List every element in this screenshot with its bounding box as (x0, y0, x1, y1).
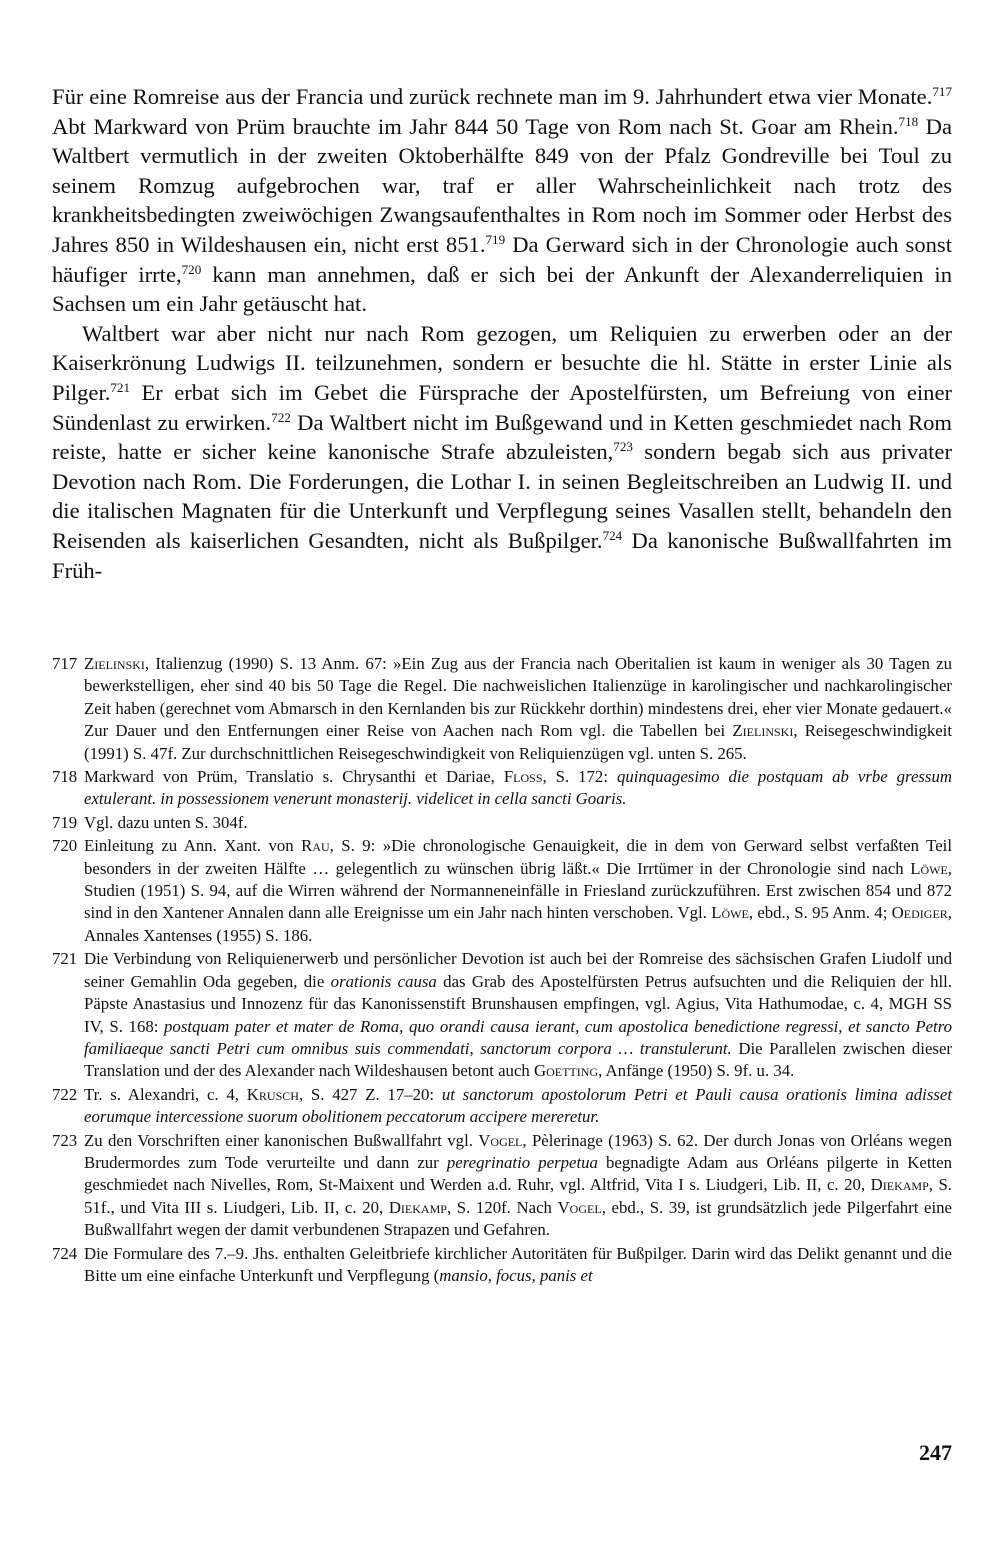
footnote-722 (52, 1084, 952, 1129)
footnote-718 (52, 766, 952, 811)
main-text (52, 82, 952, 585)
footnote-ref[interactable]: 720 (181, 261, 202, 277)
footnote-text: Die Verbindung von Reliquienerwerb und persönlicher Devotion ist auch bei der Romreise des sächsischen Grafen Liudolf und seiner Gemahlin Oda gegeben, die orationis causa das Grab des Apostelfürsten Petrus aufsuchten und die Reliquien der hll. Päpste Anastasius und Innozenz für das Kanonissenstift Brunshausen empfingen, vgl. Agius, Vita Hathumodae, c. 4, MGH SS IV, S. 168: postquam pater et mater de Roma, quo orandi causa ierant, cum apostolica benedictione regressi, et sancto Petro familiaeque sancti Petri cum omnibus suis commendati, sanctorum corpora … transtulerunt. Die Parallelen zwischen dieser Translation und der des Alexander nach Wildeshausen betont auch Goetting, Anfänge (1950) S. 9f. u. 34. (84, 949, 952, 1081)
footnote-721 (52, 948, 952, 1082)
paragraph-1: Für eine Romreise aus der Francia und zurück rechnete man im 9. Jahrhundert etwa vier Monate.$^{717}$ Abt Markward von Prüm brauchte im Jahr 844 50 Tage von Rom nach St. Goar am Rhein.$^{718}$ Da Waltbert vermutlich in der zweiten Oktoberhälfte 849 von der Pfalz Gondreville bei Toul zu seinem Romzug aufgebrochen war, traf er aller Wahrscheinlichkeit nach trotz des krankheitsbedingten zweiwöchigen Zwangsaufenthaltes in Rom noch im Sommer oder Herbst des Jahres 850 in Wildeshausen ein, nicht erst 851.$^{719}$ Da Gerward sich in der Chronologie auch sonst häufiger irrte,$^{720}$ kann man annehmen, daß er sich bei der Ankunft der Alexanderreliquien in Sachsen um ein Jahr getäuscht hat. (52, 83, 952, 317)
footnote-ref[interactable]: 717 (932, 83, 952, 99)
footnote-717 (52, 653, 952, 765)
footnote-text: Markward von Prüm, Translatio s. Chrysanthi et Dariae, Floss, S. 172: quinquagesimo die postquam ab vrbe gressum extulerant. in possessionem venerunt monasterij. videlicet in cella sancti Goaris. (84, 767, 952, 809)
footnote-number: 719 (52, 812, 78, 832)
paragraph-2: Waltbert war aber nicht nur nach Rom gezogen, um Reliquien zu erwerben oder an der Kaiserkrönung Ludwigs II. teilzunehmen, sondern er besuchte die hl. Stätte in erster Linie als Pilger.$^{721}$ Er erbat sich im Gebet die Fürsprache der Apostelfürsten, um Befreiung von einer Sündenlast zu erwirken.$^{722}$ Da Waltbert nicht im Bußgewand und in Ketten geschmiedet nach Rom reiste, hatte er sicher keine kanonische Strafe abzuleisten,$^{723}$ sondern begab sich aus privater Devotion nach Rom. Die Forderungen, die Lothar I. in seinen Begleitschreiben an Ludwig II. und die italischen Magnaten für die Unterkunft und Verpflegung seines Vasallen stellt, behandeln den Reisenden als kaiserlichen Gesandten, nicht als Bußpilger.$^{724}$ Da kanonische Bußwallfahrten im Früh- (52, 320, 953, 583)
footnote-number: 720 (52, 836, 78, 856)
footnotes (52, 653, 952, 1288)
footnote-723 (52, 1130, 952, 1242)
footnote-text: Zu den Vorschriften einer kanonischen Bußwallfahrt vgl. Vogel, Pèlerinage (1963) S. 62. Der durch Jonas von Orléans wegen Brudermordes zum Tode verurteilte und dann zur peregrinatio perpetua begnadigte Adam aus Orléans pilgerte in Ketten geschmiedet nach Nivelles, Rom, St-Maixent und Werden a.d. Ruhr, vgl. Altfrid, Vita I s. Liudgeri, Lib. II, c. 20, Diekamp, S. 51f., und Vita III s. Liudgeri, Lib. II, c. 20, Diekamp, S. 120f. Nach Vogel, ebd., S. 39, ist grundsätzlich jede Pilgerfahrt eine Bußwallfahrt wegen der damit verbundenen Strapazen und Gefahren. (84, 1130, 953, 1240)
footnote-ref[interactable]: 722 (271, 409, 291, 425)
page-number: 247 (919, 1440, 952, 1465)
footnote-text: Die Formulare des 7.–9. Jhs. enthalten Geleitbriefe kirchlicher Autoritäten für Bußpilger. Darin wird das Delikt genannt und die Bitte um eine einfache Unterkunft und Verpflegung (mansio, focus, panis et (84, 1243, 952, 1285)
footnote-ref[interactable]: 723 (613, 439, 633, 454)
footnote-724 (52, 1243, 952, 1288)
footnote-text: Vgl. dazu unten S. 304f. (84, 812, 248, 832)
footnote-number: 724 (52, 1243, 78, 1263)
footnote-number: 723 (52, 1130, 78, 1150)
footnote-number: 718 (52, 767, 78, 787)
footnote-ref[interactable]: 718 (898, 113, 919, 129)
footnote-text: Tr. s. Alexandri, c. 4, Krusch, S. 427 Z. 17–20: ut sanctorum apostolorum Petri et Pauli causa orationis limina adisset eorumque intercessione suorum obolitionem peccatorum accipere mereretur. (84, 1084, 952, 1127)
footnote-720 (52, 835, 952, 947)
footnote-ref[interactable]: 721 (110, 379, 131, 395)
footnote-number: 721 (52, 949, 78, 969)
footnote-number: 722 (52, 1084, 78, 1104)
footnote-number: 717 (52, 654, 78, 673)
footnote-text: Einleitung zu Ann. Xant. von Rau, S. 9: »Die chronologische Genauigkeit, die in dem von Gerward selbst verfaßten Teil besonders in der zweiten Hälfte … gelegentlich zu wünschen übrig läßt.« Die Irrtümer in der Chronologie sind nach Löwe, Studien (1951) S. 94, auf die Wirren während der Normanneneinfälle in Friesland zurückzuführen. Erst zwischen 854 und 872 sind in den Xantener Annalen dann alle Ereignisse um ein Jahr nach hinten verschoben. Vgl. Löwe, ebd., S. 95 Anm. 4; Oediger, Annales Xantenses (1955) S. 186. (84, 836, 952, 945)
footnote-719 (52, 812, 952, 834)
footnote-ref[interactable]: 719 (485, 231, 506, 247)
footnote-text: Zielinski, Italienzug (1990) S. 13 Anm. 67: »Ein Zug aus der Francia nach Oberitalien ist kaum in weniger als 30 Tagen zu bewerkstelligen, eher sind 40 bis 50 Tage die Regel. Die nachweislichen Italienzüge in karolingischer und nachkarolingischer Zeit haben (gerechnet vom Abmarsch in den Kernlanden bis zur Rückkehr dorthin) mindestens drei, eher vier Monate gedauert.« Zur Dauer und den Entfernungen einer Reise von Aachen nach Rom vgl. die Tabellen bei Zielinski, Reisegeschwindigkeit (1991) S. 47f. Zur durchschnittlichen Reisegeschwindigkeit von Reliquienzügen vgl. unten S. 265. (84, 654, 952, 763)
footnote-ref[interactable]: 724 (602, 527, 623, 543)
